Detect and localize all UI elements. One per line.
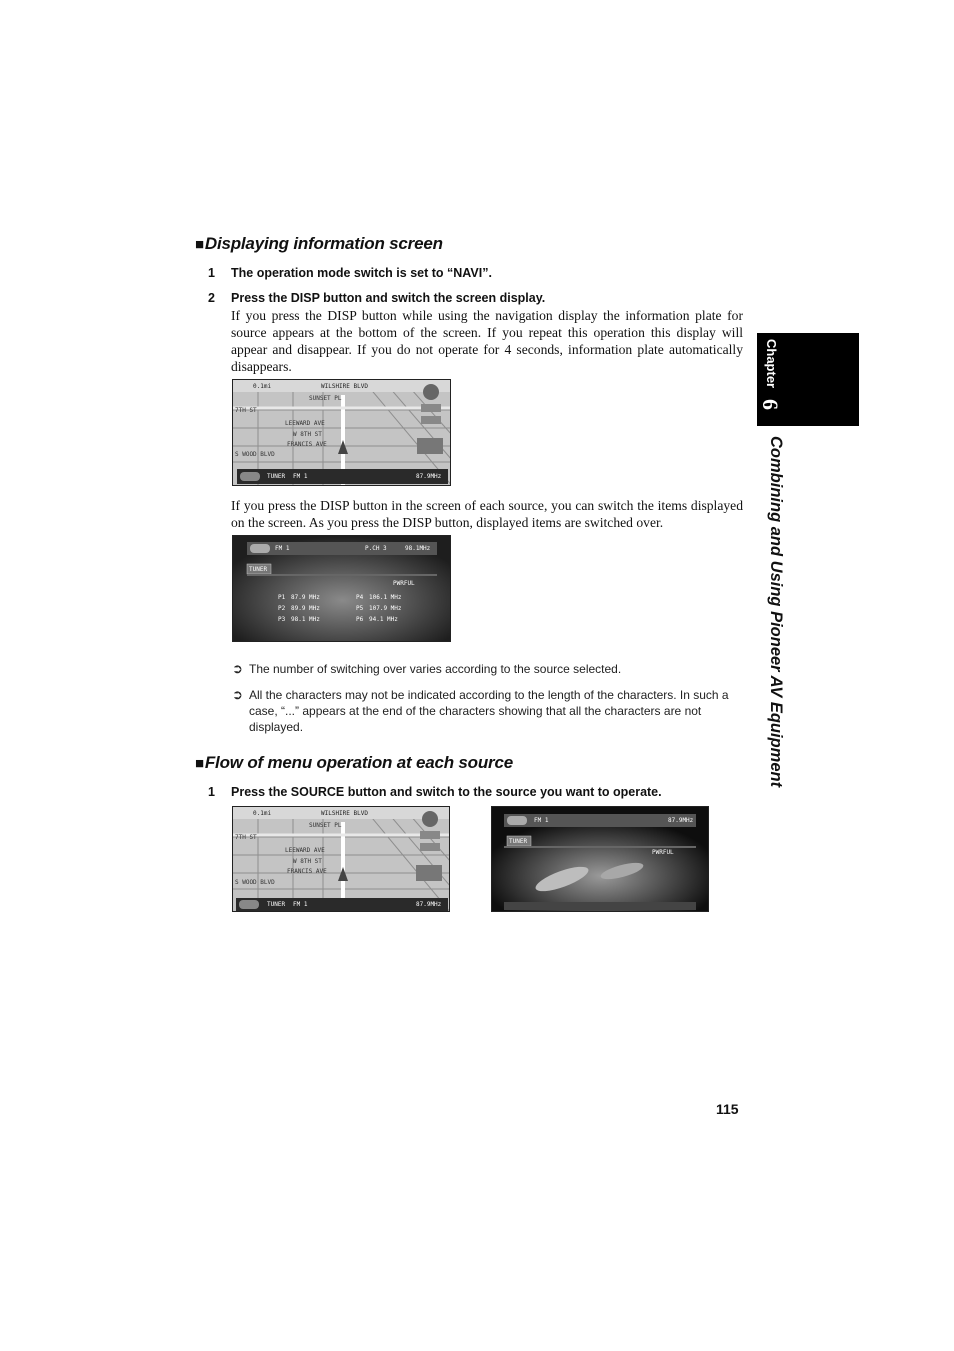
note-1: [232, 661, 743, 677]
plate-source: TUNER: [267, 901, 286, 908]
page-number: 115: [716, 1101, 739, 1117]
section-heading-flow: [195, 753, 513, 773]
map-street: FRANCIS AVE: [287, 868, 327, 875]
plate-freq: 87.9MHz: [416, 473, 442, 480]
step-text: Press the SOURCE button and switch to the source you want to operate.: [231, 785, 662, 799]
map-street: 7TH ST: [235, 834, 257, 841]
section-marker: ■: [195, 236, 204, 253]
chapter-label: Chapter: [764, 339, 779, 389]
note-text: All the characters may not be indicated according to the length of the characters. In such a case, “...” appears at the end of the characters showing that all the characters are not displayed.: [249, 688, 729, 734]
note-arrow-icon: ➲: [232, 661, 243, 676]
map-street: W 8TH ST: [293, 431, 322, 438]
map-street: LEEWARD AVE: [285, 847, 325, 854]
chapter-side-title: Combining and Using Pioneer AV Equipment: [767, 436, 785, 788]
note-text: The number of switching over varies according to the source selected.: [249, 662, 622, 676]
preset-label: P4: [356, 594, 364, 601]
tuner-source-button: TUNER: [509, 838, 528, 845]
step-number: 1: [208, 785, 215, 799]
section-heading-displaying: [195, 234, 443, 254]
map-street: LEEWARD AVE: [285, 420, 325, 427]
paragraph-disp-switch: If you press the DISP button in the screen of each source, you can switch the items displayed on the screen. As you press the DISP button, displayed items are switched over.: [231, 498, 743, 530]
step-1: [208, 785, 748, 801]
note-2: [232, 687, 743, 735]
step-text: The operation mode switch is set to “NAVI”.: [231, 266, 492, 280]
map-street: S WOOD BLVD: [235, 451, 275, 458]
map-street: W 8TH ST: [293, 858, 322, 865]
preset-freq: 94.1 MHz: [369, 616, 398, 623]
step-text: Press the DISP button and switch the screen display.: [231, 291, 546, 305]
plate-band: FM 1: [293, 473, 308, 480]
tuner-freq: 87.9MHz: [668, 817, 694, 824]
chapter-number: 6: [758, 399, 783, 410]
step-2: [208, 291, 748, 307]
map-screenshot-with-plate: [232, 379, 451, 486]
section-title: Displaying information screen: [204, 234, 443, 253]
chapter-label-wrap: [758, 339, 783, 421]
map-distance: 0.1mi: [253, 383, 272, 390]
tuner-screenshot-source: [491, 806, 709, 912]
map-street: S WOOD BLVD: [235, 879, 275, 886]
tuner-channel: P.CH 3: [365, 545, 387, 552]
map-screenshot-source: [232, 806, 450, 912]
preset-label: P5: [356, 605, 364, 612]
plate-source: TUNER: [267, 473, 286, 480]
step-number: 1: [208, 266, 215, 280]
preset-freq: 107.9 MHz: [369, 605, 402, 612]
tuner-band: FM 1: [275, 545, 290, 552]
tuner-freq: 98.1MHz: [405, 545, 431, 552]
preset-label: P1: [278, 594, 286, 601]
tuner-band: FM 1: [534, 817, 549, 824]
section-title: Flow of menu operation at each source: [204, 753, 513, 772]
preset-freq: 98.1 MHz: [291, 616, 320, 623]
map-street: SUNSET PL: [309, 822, 342, 829]
preset-label: P6: [356, 616, 364, 623]
preset-freq: 106.1 MHz: [369, 594, 402, 601]
note-arrow-icon: ➲: [232, 687, 243, 702]
step-number: 2: [208, 291, 215, 305]
preset-freq: 87.9 MHz: [291, 594, 320, 601]
map-street: SUNSET PL: [309, 395, 342, 402]
tuner-tag: PWRFUL: [652, 849, 674, 856]
preset-label: P3: [278, 616, 286, 623]
chapter-tab: [757, 333, 859, 426]
preset-freq: 89.9 MHz: [291, 605, 320, 612]
map-graphic: [233, 380, 451, 486]
map-distance: 0.1mi: [253, 810, 272, 817]
tuner-source-button: TUNER: [249, 566, 268, 573]
map-street: FRANCIS AVE: [287, 441, 327, 448]
preset-label: P2: [278, 605, 286, 612]
plate-band: FM 1: [293, 901, 308, 908]
paragraph-info-plate: If you press the DISP button while using the navigation display the information plate for source appears at the bottom of the screen. If you repeat this operation this display will appear and disappear. If you do not operate for 4 seconds, information plate automatically disappears.: [231, 308, 743, 374]
step-1: [208, 266, 748, 282]
section-marker: ■: [195, 755, 204, 772]
map-top-street: WILSHIRE BLVD: [321, 383, 368, 390]
map-street: 7TH ST: [235, 407, 257, 414]
plate-freq: 87.9MHz: [416, 901, 442, 908]
tuner-screenshot-presets: [232, 535, 451, 642]
map-top-street: WILSHIRE BLVD: [321, 810, 368, 817]
tuner-tag: PWRFUL: [393, 580, 415, 587]
